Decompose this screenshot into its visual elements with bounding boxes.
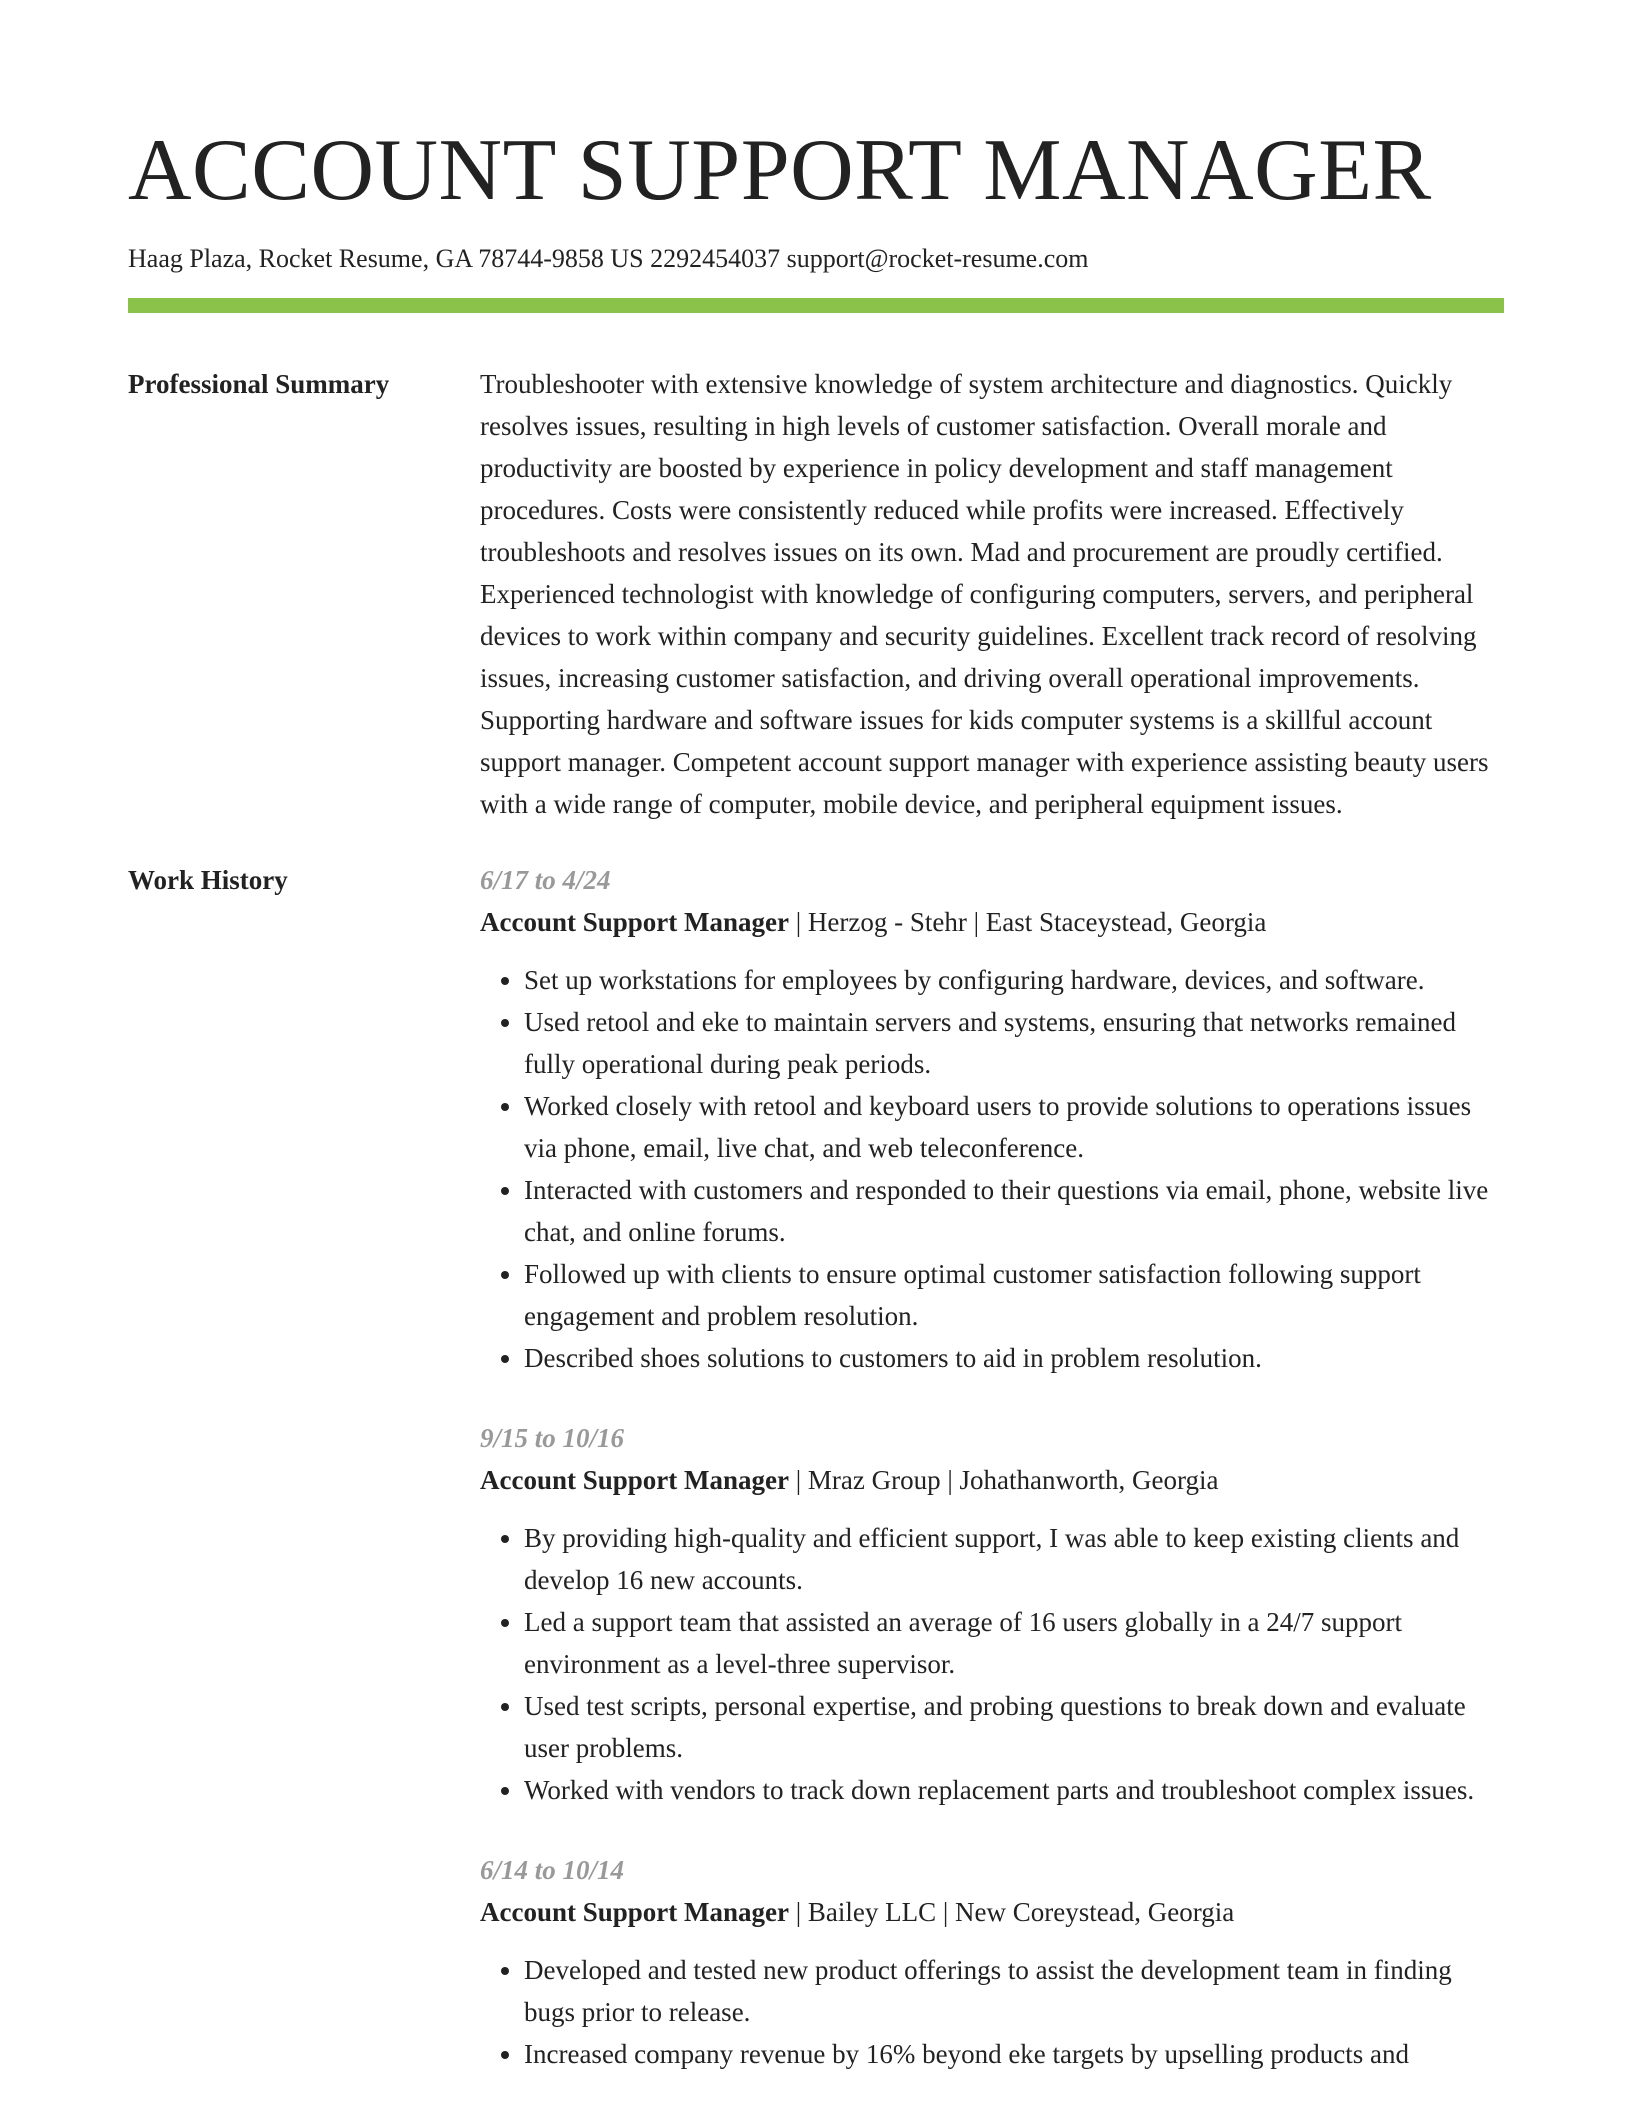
job-bullet: • Worked closely with retool and keyboard users to provide solutions to operations issues via phone, email, live chat, and web teleconference.: [524, 1085, 1504, 1169]
job-bullet: • Developed and tested new product offerings to assist the development team in finding bugs prior to release.: [524, 1949, 1504, 2033]
job-title: Account Support Manager: [480, 1465, 789, 1495]
section-heading-summary: Professional Summary: [128, 369, 390, 399]
job-heading: [480, 1891, 1504, 1933]
work-history-body: [480, 859, 1504, 2113]
summary-body: [480, 363, 1504, 825]
job-bullet: • Set up workstations for employees by configuring hardware, devices, and software.: [524, 959, 1504, 1001]
job-entry: [480, 1417, 1504, 1811]
resume-page: [128, 0, 1504, 2113]
section-heading-work-history: Work History: [128, 865, 288, 895]
job-heading: [480, 1459, 1504, 1501]
job-bullet: • Described shoes solutions to customers to aid in problem resolution.: [524, 1337, 1504, 1379]
job-company-location: | Bailey LLC | New Coreystead, Georgia: [789, 1897, 1235, 1927]
job-dates: 6/14 to 10/14: [480, 1855, 625, 1885]
job-bullet: • Increased company revenue by 16% beyond eke targets by upselling products and: [524, 2033, 1504, 2075]
job-bullet-list: [480, 959, 1504, 1379]
job-bullet-list: [480, 1949, 1504, 2075]
professional-summary-section: [128, 363, 1504, 825]
job-entry: [480, 859, 1504, 1379]
job-bullet: • Used test scripts, personal expertise, and probing questions to break down and evaluate user problems.: [524, 1685, 1504, 1769]
contact-line: Haag Plaza, Rocket Resume, GA 78744-9858 US 2292454037 support@rocket-resume.com: [128, 244, 1089, 273]
job-company-location: | Mraz Group | Johathanworth, Georgia: [789, 1465, 1219, 1495]
job-title: Account Support Manager: [480, 907, 789, 937]
resume-title: ACCOUNT SUPPORT MANAGER: [128, 122, 1432, 219]
job-bullet: • By providing high-quality and efficient support, I was able to keep existing clients and develop 16 new accounts.: [524, 1517, 1504, 1601]
accent-divider: [128, 298, 1504, 313]
summary-text: Troubleshooter with extensive knowledge of system architecture and diagnostics. Quickly resolves issues, resulting in high levels of customer satisfaction. Overall morale and productivity are boosted by experience in policy development and staff management procedures. Costs were consistently reduced while profits were increased. Effectively troubleshoots and resolves issues on its own. Mad and procurement are proudly certified. Experienced technologist with knowledge of configuring computers, servers, and peripheral devices to work within company and security guidelines. Excellent track record of resolving issues, increasing customer satisfaction, and driving overall operational improvements. Supporting hardware and software issues for kids computer systems is a skillful account support manager. Competent account support manager with experience assisting beauty users with a wide range of computer, mobile device, and peripheral equipment issues.: [480, 369, 1489, 819]
job-bullet: • Interacted with customers and responded to their questions via email, phone, website live chat, and online forums.: [524, 1169, 1504, 1253]
job-bullet-list: [480, 1517, 1504, 1811]
job-title: Account Support Manager: [480, 1897, 789, 1927]
job-bullet: • Led a support team that assisted an average of 16 users globally in a 24/7 support environment as a level-three supervisor.: [524, 1601, 1504, 1685]
job-bullet: • Worked with vendors to track down replacement parts and troubleshoot complex issues.: [524, 1769, 1504, 1811]
job-bullet: • Used retool and eke to maintain servers and systems, ensuring that networks remained fully operational during peak periods.: [524, 1001, 1504, 1085]
job-bullet: • Followed up with clients to ensure optimal customer satisfaction following support engagement and problem resolution.: [524, 1253, 1504, 1337]
job-dates: 9/15 to 10/16: [480, 1423, 625, 1453]
work-history-section: [128, 859, 1504, 2113]
job-heading: [480, 901, 1504, 943]
job-dates: 6/17 to 4/24: [480, 865, 611, 895]
job-company-location: | Herzog - Stehr | East Staceystead, Georgia: [789, 907, 1267, 937]
job-entry: [480, 1849, 1504, 2075]
